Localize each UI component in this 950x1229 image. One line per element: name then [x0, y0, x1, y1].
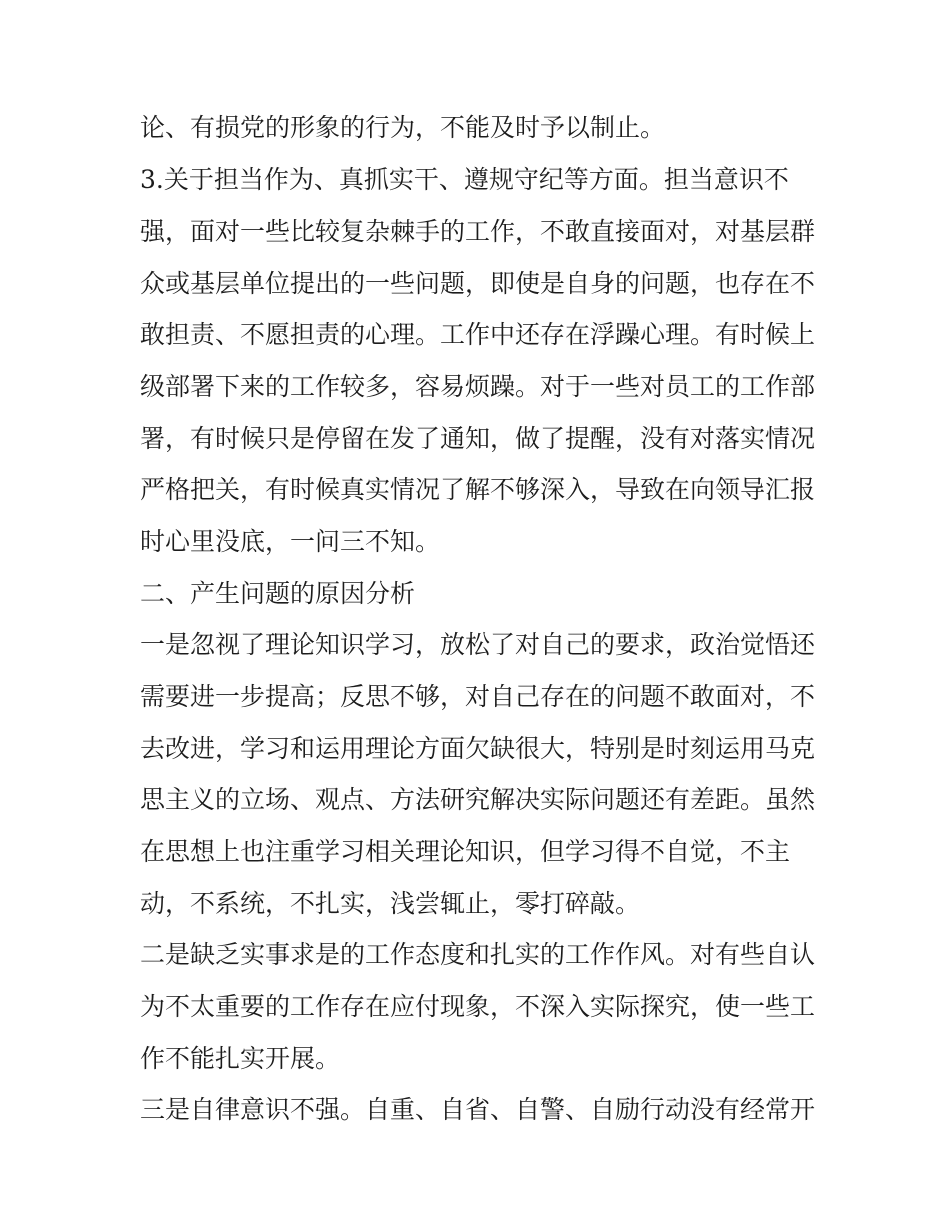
text-line: 思主义的立场、观点、方法研究解决实际问题还有差距。虽然	[140, 785, 816, 814]
text-line: 强，面对一些比较复杂棘手的工作，不敢直接面对，对基层群	[140, 217, 816, 246]
text-line: 众或基层单位提出的一些问题，即使是自身的问题，也存在不	[140, 269, 816, 298]
text-line: 二是缺乏实事求是的工作态度和扎实的工作作风。对有些自认	[140, 940, 816, 969]
text-line: 三是自律意识不强。自重、自省、自警、自励行动没有经常开	[140, 1095, 816, 1124]
text-line: 动，不系统，不扎实，浅尝辄止，零打碎敲。	[140, 889, 641, 918]
text-line: 作不能扎实开展。	[140, 1044, 341, 1073]
text-line: 级部署下来的工作较多，容易烦躁。对于一些对员工的工作部	[140, 372, 816, 401]
section-heading: 二、产生问题的原因分析	[140, 579, 416, 608]
text-line: 需要进一步提高；反思不够，对自己存在的问题不敢面对，不	[140, 682, 816, 711]
text-line: 一是忽视了理论知识学习，放松了对自己的要求，政治觉悟还	[140, 630, 816, 659]
text-line: 署，有时候只是停留在发了通知，做了提醒，没有对落实情况	[140, 424, 816, 453]
text-line: 严格把关，有时候真实情况了解不够深入，导致在向领导汇报	[140, 475, 816, 504]
text-line: 时心里没底，一问三不知。	[140, 527, 441, 556]
text-line: 去改进，学习和运用理论方面欠缺很大，特别是时刻运用马克	[140, 734, 816, 763]
text-line: 为不太重要的工作存在应付现象，不深入实际探究，使一些工	[140, 992, 816, 1021]
text-line: 论、有损党的形象的行为，不能及时予以制止。	[140, 113, 666, 142]
text-line: 敢担责、不愿担责的心理。工作中还存在浮躁心理。有时候上	[140, 320, 816, 349]
text-line: 3.关于担当作为、真抓实干、遵规守纪等方面。担当意识不	[140, 165, 789, 194]
text-line: 在思想上也注重学习相关理论知识，但学习得不自觉，不主	[140, 837, 791, 866]
